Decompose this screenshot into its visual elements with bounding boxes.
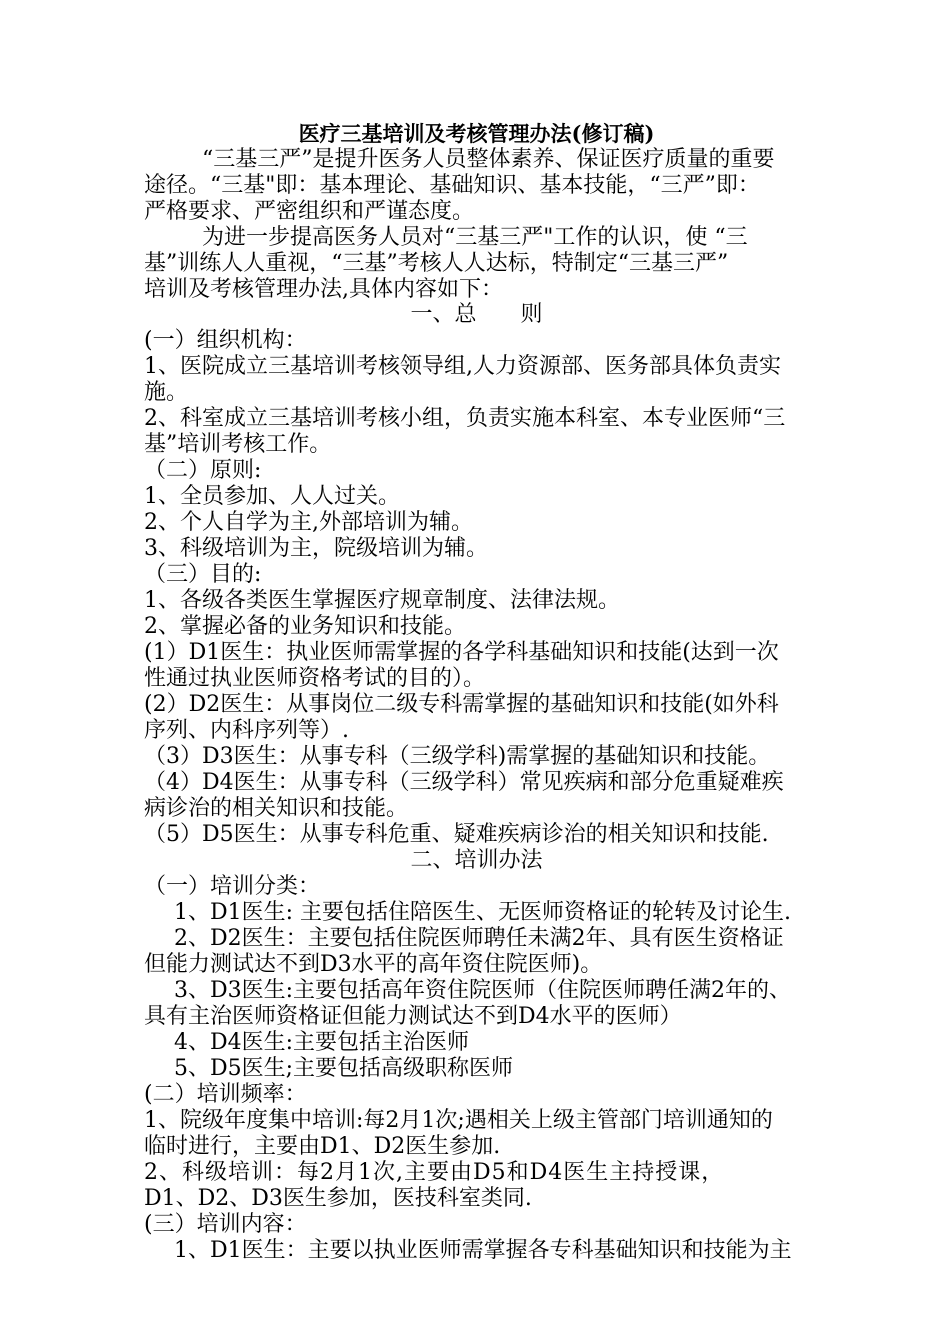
paragraph-line: 培训及考核管理办法,具体内容如下： [144,277,503,302]
paragraph-line: 临时进行，主要由D1、D2医生参加. [144,1134,501,1159]
subsection-heading: (一）组织机构： [144,328,307,353]
paragraph-line: （5）D5医生：从事专科危重、疑难疾病诊治的相关知识和技能. [144,822,769,847]
paragraph-line: 施。 [144,380,189,405]
paragraph-line: 为进一步提高医务人员对“三基三严"工作的认识，使 “三 [202,225,748,250]
subsection-heading: (二）培训频率： [144,1082,307,1107]
list-item: 5、D5医生;主要包括高级职称医师 [174,1056,514,1081]
list-item: 3、科级培训为主，院级培训为辅。 [144,536,488,561]
list-item: 4、D4医生:主要包括主治医师 [174,1030,470,1055]
list-item: 2、掌握必备的业务知识和技能。 [144,614,466,639]
list-item: 2、D2医生：主要包括住院医师聘任未满2年、具有医生资格证 [174,926,784,951]
paragraph-line: 途径。“三基"即：基本理论、基础知识、基本技能，“三严”即： [144,173,760,198]
subsection-heading: （一）培训分类： [144,874,321,899]
list-item: 1、各级各类医生掌握医疗规章制度、法律法规。 [144,588,620,613]
subsection-heading: （二）原则: [144,458,262,483]
paragraph-line: 具有主治医师资格证但能力测试达不到D4水平的医师） [144,1004,682,1029]
paragraph-line: 性通过执业医师资格考试的目的）。 [144,666,486,691]
subsection-heading: (三）培训内容： [144,1212,307,1237]
list-item: 1、D1医生：主要以执业医师需掌握各专科基础知识和技能为主 [174,1238,792,1263]
paragraph-line: 2、科室成立三基培训考核小组，负责实施本科室、本专业医师“三 [144,406,786,431]
list-item: 2、科级培训：每2月1次,主要由D5和D4医生主持授课， [144,1160,725,1185]
list-item: 3、D3医生:主要包括高年资住院医师（住院医师聘任满2年的、 [174,978,792,1003]
paragraph-line: 严格要求、严密组织和严谨态度。 [144,199,475,224]
paragraph-line: 基”培训考核工作。 [144,432,332,457]
paragraph-line: (2）D2医生：从事岗位二级专科需掌握的基础知识和技能(如外科 [144,692,779,717]
paragraph-line: 序列、内科序列等）. [144,718,349,743]
document-title: 医疗三基培训及考核管理办法(修订稿) [298,121,655,146]
paragraph-line: (1）D1医生：执业医师需掌握的各学科基础知识和技能(达到一次 [144,640,779,665]
list-item: 2、个人自学为主,外部培训为辅。 [144,510,473,535]
paragraph-line: （4）D4医生：从事专科（三级学科）常见疾病和部分危重疑难疾 [144,770,784,795]
list-item: 1、D1医生: 主要包括住陪医生、无医师资格证的轮转及讨论生. [174,900,792,925]
paragraph-line: （3）D3医生：从事专科（三级学科)需掌握的基础知识和技能。 [144,744,771,769]
section-heading: 一、总 则 [410,302,543,327]
list-item: 1、全员参加、人人过关。 [144,484,400,509]
paragraph-line: 1、医院成立三基培训考核领导组,人力资源部、医务部具体负责实 [144,354,781,379]
subsection-heading: （三）目的: [144,562,262,587]
paragraph-line: 基”训练人人重视，“三基”考核人人达标，特制定“三基三严” [144,251,729,276]
section-heading: 二、培训办法 [410,848,543,873]
paragraph-line: D1、D2、D3医生参加，医技科室类同. [144,1186,532,1211]
list-item: 1、院级年度集中培训:每2月1次;遇相关上级主管部门培训通知的 [144,1108,773,1133]
paragraph-line: 病诊治的相关知识和技能。 [144,796,409,821]
paragraph-line: 但能力测试达不到D3水平的高年资住院医师)。 [144,952,603,977]
paragraph-line: “三基三严”是提升医务人员整体素养、保证医疗质量的重要 [202,147,775,172]
